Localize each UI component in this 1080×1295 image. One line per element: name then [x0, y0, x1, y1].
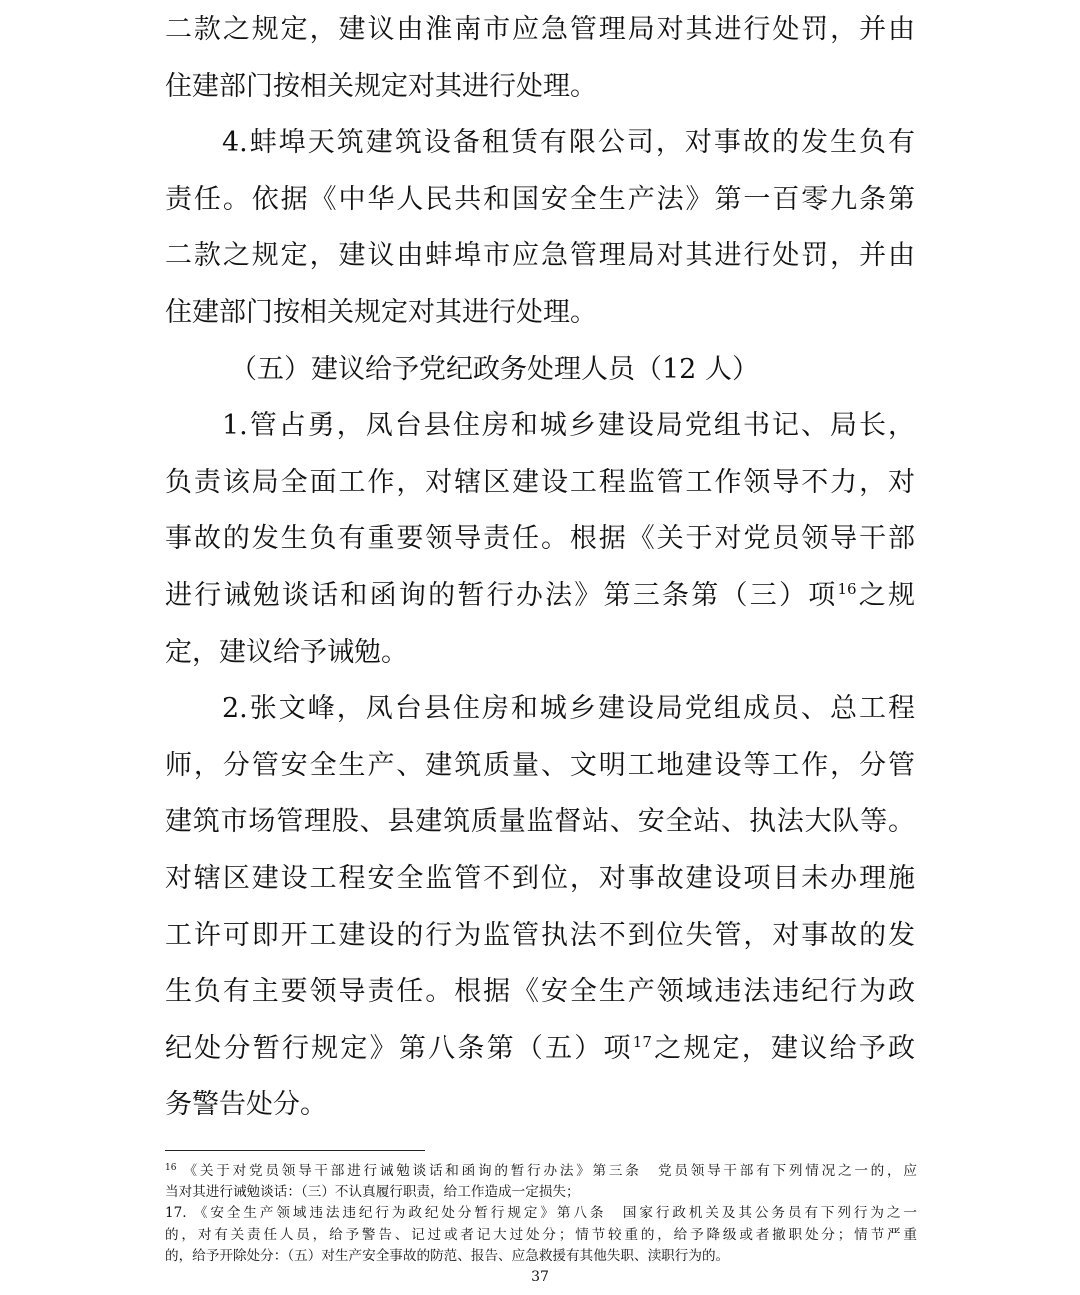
footnote-text: 的，给予开除处分：（五）对生产安全事故的防范、报告、应急救援有其他失职、渎职行为的。	[165, 1247, 730, 1264]
text-line	[165, 859, 915, 916]
text-line	[165, 802, 915, 859]
line-text: 住建部门按相关规定对其进行处理。	[165, 70, 597, 102]
text-line	[165, 236, 915, 293]
line-text: 定，建议给予诫勉。	[165, 636, 408, 668]
line-text: 对辖区建设工程安全监管不到位，对事故建设项目未办理施	[165, 862, 915, 894]
footnote-number: 16	[165, 1163, 177, 1173]
text-line	[165, 406, 915, 463]
line-text: 务警告处分。	[165, 1089, 327, 1121]
line-text: 责任。依据《中华人民共和国安全生产法》第一百零九条第	[165, 183, 915, 215]
text-line	[165, 67, 915, 124]
line-text: （五）建议给予党纪政务处理人员（12 人）	[230, 353, 759, 385]
text-line	[165, 123, 915, 180]
footnote-line	[165, 1246, 917, 1267]
text-line	[165, 689, 915, 746]
text-line	[165, 1029, 915, 1086]
line-text: 1.管占勇，凤台县住房和城乡建设局党组书记、局长，	[222, 410, 915, 442]
text-line	[165, 519, 915, 576]
line-text: 二款之规定，建议由蚌埠市应急管理局对其进行处罚，并由	[165, 240, 915, 272]
text-line	[165, 1085, 915, 1142]
line-text: 建筑市场管理股、县建筑质量监督站、安全站、执法大队等。	[165, 806, 915, 838]
line-text: 进行诫勉谈话和函询的暂行办法》第三条第（三）项	[165, 579, 838, 611]
line-text: 纪处分暂行规定》第八条第（五）项	[165, 1032, 633, 1064]
line-text: 4.蚌埠天筑建筑设备租赁有限公司，对事故的发生负有	[222, 127, 915, 159]
text-line	[165, 633, 915, 690]
line-text-after: 之规	[856, 579, 916, 611]
line-text: 住建部门按相关规定对其进行处理。	[165, 296, 597, 328]
line-text: 工许可即开工建设的行为监管执法不到位失管，对事故的发	[165, 919, 915, 951]
text-line	[165, 180, 915, 237]
page-number: 37	[531, 1269, 549, 1285]
text-line	[165, 463, 915, 520]
footnote-text: 的，对有关责任人员，给予警告、记过或者记大过处分；情节较重的，给予降级或者撤职处分；情节严重	[165, 1226, 917, 1243]
footnote-line	[165, 1161, 917, 1182]
text-line	[165, 746, 915, 803]
document-body	[165, 10, 915, 1142]
line-text: 事故的发生负有重要领导责任。根据《关于对党员领导干部	[165, 523, 915, 555]
text-line	[165, 293, 915, 350]
footnote-divider	[165, 1150, 425, 1151]
line-text-after: 之规定，建议给予政	[651, 1032, 916, 1064]
footnote-text: 当对其进行诫勉谈话：（三）不认真履行职责，给工作造成一定损失；	[165, 1184, 580, 1201]
text-line	[165, 916, 915, 973]
footnote-ref: 17	[632, 1032, 652, 1051]
footnotes	[165, 1161, 917, 1267]
footnote-ref: 16	[837, 579, 857, 598]
text-line	[165, 576, 915, 633]
line-text: 师，分管安全生产、建筑质量、文明工地建设等工作，分管	[165, 749, 915, 781]
footnote-text: 17. 《安全生产领域违法违纪行为政纪处分暂行规定》第八条 国家行政机关及其公务员有下列行为之一	[165, 1205, 917, 1222]
footnote-text: 《关于对党员领导干部进行诫勉谈话和函询的暂行办法》第三条 党员领导干部有下列情况之一的，应	[176, 1163, 917, 1179]
footnote-line	[165, 1182, 917, 1203]
line-text: 二款之规定，建议由淮南市应急管理局对其进行处罚，并由	[165, 14, 915, 45]
line-text: 2.张文峰，凤台县住房和城乡建设局党组成员、总工程	[222, 693, 915, 725]
footnote-line	[165, 1225, 917, 1246]
text-line	[165, 350, 915, 407]
line-text: 负责该局全面工作，对辖区建设工程监管工作领导不力，对	[165, 466, 915, 498]
text-line	[165, 10, 915, 67]
text-line	[165, 972, 915, 1029]
line-text: 生负有主要领导责任。根据《安全生产领域违法违纪行为政	[165, 976, 915, 1008]
footnote-line	[165, 1203, 917, 1224]
